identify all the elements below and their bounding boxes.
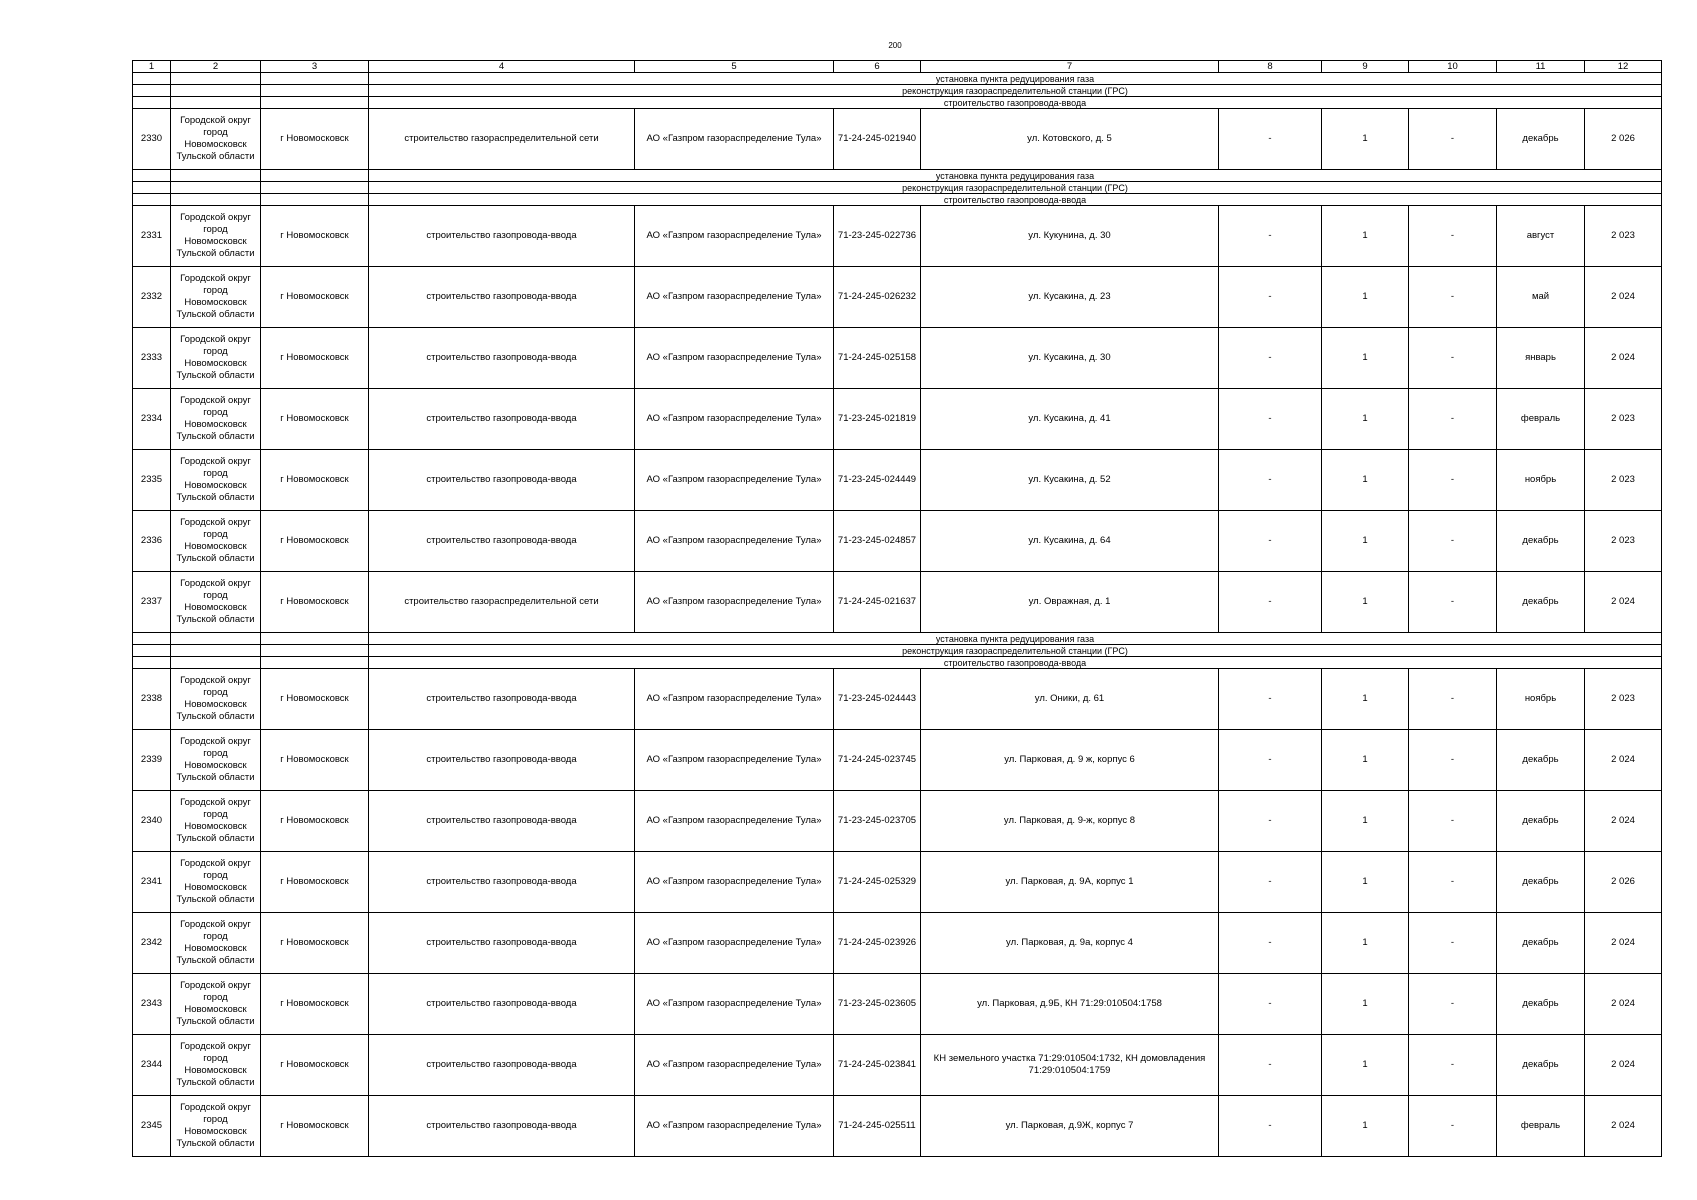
section-label: строительство газопровода-ввода [369, 97, 1662, 109]
organization-cell: АО «Газпром газораспределение Тула» [635, 450, 834, 511]
work-type-cell: строительство газопровода-ввода [369, 389, 635, 450]
blank-cell [171, 73, 261, 85]
col9-cell: 1 [1322, 669, 1409, 730]
col9-cell: 1 [1322, 511, 1409, 572]
col9-cell: 1 [1322, 1096, 1409, 1157]
object-code-cell: 71-23-245-024857 [834, 511, 921, 572]
object-code-cell: 71-24-245-023926 [834, 913, 921, 974]
year-cell: 2 024 [1585, 730, 1662, 791]
work-type-cell: строительство газораспределительной сети [369, 572, 635, 633]
address-cell: ул. Кусакина, д. 52 [921, 450, 1219, 511]
city-cell: г Новомосковск [261, 328, 369, 389]
gas-works-table [132, 60, 1662, 1157]
object-code-cell: 71-24-245-023745 [834, 730, 921, 791]
organization-cell: АО «Газпром газораспределение Тула» [635, 669, 834, 730]
section-label-row [133, 645, 1662, 657]
year-cell: 2 023 [1585, 511, 1662, 572]
table-row [133, 852, 1662, 913]
blank-cell [171, 633, 261, 645]
month-cell: январь [1497, 328, 1585, 389]
address-cell: ул. Овражная, д. 1 [921, 572, 1219, 633]
district-cell: Городской округ город Новомосковск Тульской области [171, 109, 261, 170]
object-code-cell: 71-24-245-025158 [834, 328, 921, 389]
address-cell: ул. Кусакина, д. 30 [921, 328, 1219, 389]
row-number: 2331 [133, 206, 171, 267]
work-type-cell: строительство газопровода-ввода [369, 511, 635, 572]
table-row [133, 206, 1662, 267]
table-row [133, 913, 1662, 974]
row-number: 2336 [133, 511, 171, 572]
year-cell: 2 024 [1585, 974, 1662, 1035]
col10-cell: - [1409, 109, 1497, 170]
blank-cell [133, 657, 171, 669]
city-cell: г Новомосковск [261, 669, 369, 730]
row-number: 2343 [133, 974, 171, 1035]
row-number: 2334 [133, 389, 171, 450]
col9-cell: 1 [1322, 852, 1409, 913]
object-code-cell: 71-23-245-024449 [834, 450, 921, 511]
object-code-cell: 71-23-245-023605 [834, 974, 921, 1035]
page-number: 200 [888, 41, 902, 50]
district-cell: Городской округ город Новомосковск Тульской области [171, 852, 261, 913]
column-header: 4 [369, 61, 635, 73]
section-label-row [133, 85, 1662, 97]
blank-cell [171, 182, 261, 194]
table-row [133, 267, 1662, 328]
object-code-cell: 71-23-245-021819 [834, 389, 921, 450]
district-cell: Городской округ город Новомосковск Тульской области [171, 450, 261, 511]
address-cell: ул. Парковая, д. 9-ж, корпус 8 [921, 791, 1219, 852]
col10-cell: - [1409, 974, 1497, 1035]
table-row [133, 511, 1662, 572]
organization-cell: АО «Газпром газораспределение Тула» [635, 852, 834, 913]
organization-cell: АО «Газпром газораспределение Тула» [635, 791, 834, 852]
city-cell: г Новомосковск [261, 791, 369, 852]
blank-cell [171, 657, 261, 669]
object-code-cell: 71-23-245-024443 [834, 669, 921, 730]
year-cell: 2 023 [1585, 669, 1662, 730]
table-row [133, 669, 1662, 730]
col10-cell: - [1409, 1035, 1497, 1096]
col10-cell: - [1409, 1096, 1497, 1157]
col10-cell: - [1409, 206, 1497, 267]
address-cell: ул. Кусакина, д. 64 [921, 511, 1219, 572]
col8-cell: - [1219, 730, 1322, 791]
column-header: 9 [1322, 61, 1409, 73]
city-cell: г Новомосковск [261, 1035, 369, 1096]
address-cell: ул. Парковая, д. 9 ж, корпус 6 [921, 730, 1219, 791]
city-cell: г Новомосковск [261, 913, 369, 974]
year-cell: 2 024 [1585, 328, 1662, 389]
col10-cell: - [1409, 669, 1497, 730]
col10-cell: - [1409, 267, 1497, 328]
work-type-cell: строительство газопровода-ввода [369, 450, 635, 511]
district-cell: Городской округ город Новомосковск Тульской области [171, 1035, 261, 1096]
district-cell: Городской округ город Новомосковск Тульской области [171, 791, 261, 852]
object-code-cell: 71-23-245-022736 [834, 206, 921, 267]
col9-cell: 1 [1322, 913, 1409, 974]
address-cell: КН земельного участка 71:29:010504:1732, КН домовладения 71:29:010504:1759 [921, 1035, 1219, 1096]
col9-cell: 1 [1322, 389, 1409, 450]
district-cell: Городской округ город Новомосковск Тульской области [171, 511, 261, 572]
col8-cell: - [1219, 109, 1322, 170]
col9-cell: 1 [1322, 109, 1409, 170]
work-type-cell: строительство газопровода-ввода [369, 852, 635, 913]
month-cell: декабрь [1497, 1035, 1585, 1096]
month-cell: май [1497, 267, 1585, 328]
table-row [133, 791, 1662, 852]
organization-cell: АО «Газпром газораспределение Тула» [635, 913, 834, 974]
month-cell: ноябрь [1497, 450, 1585, 511]
row-number: 2340 [133, 791, 171, 852]
col10-cell: - [1409, 730, 1497, 791]
work-type-cell: строительство газопровода-ввода [369, 974, 635, 1035]
address-cell: ул. Кусакина, д. 23 [921, 267, 1219, 328]
col10-cell: - [1409, 389, 1497, 450]
blank-cell [171, 170, 261, 182]
blank-cell [261, 633, 369, 645]
section-label-row [133, 73, 1662, 85]
work-type-cell: строительство газопровода-ввода [369, 791, 635, 852]
section-label: реконструкция газораспределительной станции (ГРС) [369, 182, 1662, 194]
col9-cell: 1 [1322, 572, 1409, 633]
blank-cell [133, 85, 171, 97]
col9-cell: 1 [1322, 791, 1409, 852]
blank-cell [133, 97, 171, 109]
blank-cell [261, 85, 369, 97]
col9-cell: 1 [1322, 730, 1409, 791]
month-cell: декабрь [1497, 852, 1585, 913]
year-cell: 2 023 [1585, 206, 1662, 267]
year-cell: 2 024 [1585, 913, 1662, 974]
month-cell: август [1497, 206, 1585, 267]
blank-cell [171, 97, 261, 109]
blank-cell [133, 645, 171, 657]
col8-cell: - [1219, 328, 1322, 389]
month-cell: ноябрь [1497, 669, 1585, 730]
section-label: реконструкция газораспределительной станции (ГРС) [369, 85, 1662, 97]
col9-cell: 1 [1322, 267, 1409, 328]
year-cell: 2 024 [1585, 791, 1662, 852]
organization-cell: АО «Газпром газораспределение Тула» [635, 109, 834, 170]
organization-cell: АО «Газпром газораспределение Тула» [635, 1096, 834, 1157]
city-cell: г Новомосковск [261, 1096, 369, 1157]
city-cell: г Новомосковск [261, 389, 369, 450]
year-cell: 2 024 [1585, 572, 1662, 633]
row-number: 2344 [133, 1035, 171, 1096]
blank-cell [171, 194, 261, 206]
district-cell: Городской округ город Новомосковск Тульской области [171, 389, 261, 450]
object-code-cell: 71-24-245-023841 [834, 1035, 921, 1096]
table-row [133, 1035, 1662, 1096]
section-label-row [133, 633, 1662, 645]
row-number: 2341 [133, 852, 171, 913]
blank-cell [171, 85, 261, 97]
address-cell: ул. Котовского, д. 5 [921, 109, 1219, 170]
work-type-cell: строительство газопровода-ввода [369, 1096, 635, 1157]
organization-cell: АО «Газпром газораспределение Тула» [635, 730, 834, 791]
district-cell: Городской округ город Новомосковск Тульской области [171, 669, 261, 730]
work-type-cell: строительство газораспределительной сети [369, 109, 635, 170]
district-cell: Городской округ город Новомосковск Тульской области [171, 974, 261, 1035]
col10-cell: - [1409, 913, 1497, 974]
col8-cell: - [1219, 1035, 1322, 1096]
blank-cell [261, 170, 369, 182]
col9-cell: 1 [1322, 328, 1409, 389]
col8-cell: - [1219, 1096, 1322, 1157]
col10-cell: - [1409, 450, 1497, 511]
work-type-cell: строительство газопровода-ввода [369, 206, 635, 267]
object-code-cell: 71-24-245-021940 [834, 109, 921, 170]
column-header: 1 [133, 61, 171, 73]
table-row [133, 572, 1662, 633]
object-code-cell: 71-24-245-026232 [834, 267, 921, 328]
organization-cell: АО «Газпром газораспределение Тула» [635, 389, 834, 450]
col10-cell: - [1409, 852, 1497, 913]
row-number: 2330 [133, 109, 171, 170]
organization-cell: АО «Газпром газораспределение Тула» [635, 267, 834, 328]
column-header: 12 [1585, 61, 1662, 73]
column-header: 5 [635, 61, 834, 73]
month-cell: февраль [1497, 389, 1585, 450]
organization-cell: АО «Газпром газораспределение Тула» [635, 1035, 834, 1096]
work-type-cell: строительство газопровода-ввода [369, 730, 635, 791]
month-cell: декабрь [1497, 109, 1585, 170]
row-number: 2339 [133, 730, 171, 791]
organization-cell: АО «Газпром газораспределение Тула» [635, 572, 834, 633]
section-label: реконструкция газораспределительной станции (ГРС) [369, 645, 1662, 657]
col8-cell: - [1219, 669, 1322, 730]
column-header: 3 [261, 61, 369, 73]
col8-cell: - [1219, 267, 1322, 328]
column-header: 8 [1219, 61, 1322, 73]
section-label-row [133, 170, 1662, 182]
col10-cell: - [1409, 791, 1497, 852]
city-cell: г Новомосковск [261, 511, 369, 572]
blank-cell [171, 645, 261, 657]
address-cell: ул. Парковая, д. 9А, корпус 1 [921, 852, 1219, 913]
column-header: 10 [1409, 61, 1497, 73]
column-header: 7 [921, 61, 1219, 73]
district-cell: Городской округ город Новомосковск Тульской области [171, 328, 261, 389]
table-row [133, 450, 1662, 511]
column-header: 11 [1497, 61, 1585, 73]
work-type-cell: строительство газопровода-ввода [369, 1035, 635, 1096]
blank-cell [261, 73, 369, 85]
month-cell: февраль [1497, 1096, 1585, 1157]
row-number: 2335 [133, 450, 171, 511]
column-header-row [133, 61, 1662, 73]
row-number: 2342 [133, 913, 171, 974]
col8-cell: - [1219, 511, 1322, 572]
organization-cell: АО «Газпром газораспределение Тула» [635, 974, 834, 1035]
object-code-cell: 71-24-245-021637 [834, 572, 921, 633]
city-cell: г Новомосковск [261, 730, 369, 791]
year-cell: 2 023 [1585, 389, 1662, 450]
row-number: 2332 [133, 267, 171, 328]
city-cell: г Новомосковск [261, 206, 369, 267]
blank-cell [133, 73, 171, 85]
year-cell: 2 026 [1585, 852, 1662, 913]
district-cell: Городской округ город Новомосковск Тульской области [171, 913, 261, 974]
organization-cell: АО «Газпром газораспределение Тула» [635, 511, 834, 572]
col8-cell: - [1219, 791, 1322, 852]
col8-cell: - [1219, 389, 1322, 450]
work-type-cell: строительство газопровода-ввода [369, 328, 635, 389]
section-label-row [133, 182, 1662, 194]
col8-cell: - [1219, 974, 1322, 1035]
month-cell: декабрь [1497, 511, 1585, 572]
work-type-cell: строительство газопровода-ввода [369, 267, 635, 328]
blank-cell [261, 194, 369, 206]
month-cell: декабрь [1497, 791, 1585, 852]
row-number: 2333 [133, 328, 171, 389]
table-row [133, 730, 1662, 791]
month-cell: декабрь [1497, 572, 1585, 633]
table-row [133, 328, 1662, 389]
blank-cell [261, 657, 369, 669]
table-body [133, 61, 1662, 1157]
row-number: 2338 [133, 669, 171, 730]
blank-cell [133, 182, 171, 194]
year-cell: 2 026 [1585, 109, 1662, 170]
address-cell: ул. Кукунина, д. 30 [921, 206, 1219, 267]
col9-cell: 1 [1322, 1035, 1409, 1096]
table-row [133, 1096, 1662, 1157]
col8-cell: - [1219, 450, 1322, 511]
district-cell: Городской округ город Новомосковск Тульской области [171, 1096, 261, 1157]
blank-cell [133, 633, 171, 645]
month-cell: декабрь [1497, 730, 1585, 791]
work-type-cell: строительство газопровода-ввода [369, 913, 635, 974]
city-cell: г Новомосковск [261, 974, 369, 1035]
col9-cell: 1 [1322, 450, 1409, 511]
year-cell: 2 024 [1585, 267, 1662, 328]
section-label-row [133, 97, 1662, 109]
blank-cell [133, 170, 171, 182]
year-cell: 2 024 [1585, 1035, 1662, 1096]
section-label: строительство газопровода-ввода [369, 657, 1662, 669]
table-row [133, 389, 1662, 450]
month-cell: декабрь [1497, 913, 1585, 974]
address-cell: ул. Парковая, д.9Ж, корпус 7 [921, 1096, 1219, 1157]
work-type-cell: строительство газопровода-ввода [369, 669, 635, 730]
city-cell: г Новомосковск [261, 109, 369, 170]
district-cell: Городской округ город Новомосковск Тульской области [171, 572, 261, 633]
col10-cell: - [1409, 511, 1497, 572]
row-number: 2337 [133, 572, 171, 633]
col10-cell: - [1409, 328, 1497, 389]
col8-cell: - [1219, 913, 1322, 974]
col8-cell: - [1219, 852, 1322, 913]
year-cell: 2 024 [1585, 1096, 1662, 1157]
col9-cell: 1 [1322, 206, 1409, 267]
district-cell: Городской округ город Новомосковск Тульской области [171, 206, 261, 267]
city-cell: г Новомосковск [261, 450, 369, 511]
city-cell: г Новомосковск [261, 852, 369, 913]
section-label-row [133, 194, 1662, 206]
address-cell: ул. Парковая, д. 9а, корпус 4 [921, 913, 1219, 974]
col8-cell: - [1219, 572, 1322, 633]
table-row [133, 974, 1662, 1035]
blank-cell [261, 97, 369, 109]
col8-cell: - [1219, 206, 1322, 267]
section-label: установка пункта редуцирования газа [369, 633, 1662, 645]
section-label: установка пункта редуцирования газа [369, 73, 1662, 85]
blank-cell [133, 194, 171, 206]
blank-cell [261, 645, 369, 657]
column-header: 6 [834, 61, 921, 73]
section-label: строительство газопровода-ввода [369, 194, 1662, 206]
address-cell: ул. Оники, д. 61 [921, 669, 1219, 730]
object-code-cell: 71-23-245-023705 [834, 791, 921, 852]
city-cell: г Новомосковск [261, 572, 369, 633]
blank-cell [261, 182, 369, 194]
district-cell: Городской округ город Новомосковск Тульской области [171, 730, 261, 791]
organization-cell: АО «Газпром газораспределение Тула» [635, 206, 834, 267]
section-label: установка пункта редуцирования газа [369, 170, 1662, 182]
organization-cell: АО «Газпром газораспределение Тула» [635, 328, 834, 389]
column-header: 2 [171, 61, 261, 73]
row-number: 2345 [133, 1096, 171, 1157]
month-cell: декабрь [1497, 974, 1585, 1035]
year-cell: 2 023 [1585, 450, 1662, 511]
district-cell: Городской округ город Новомосковск Тульской области [171, 267, 261, 328]
address-cell: ул. Парковая, д.9Б, КН 71:29:010504:1758 [921, 974, 1219, 1035]
table-row [133, 109, 1662, 170]
city-cell: г Новомосковск [261, 267, 369, 328]
object-code-cell: 71-24-245-025329 [834, 852, 921, 913]
col9-cell: 1 [1322, 974, 1409, 1035]
col10-cell: - [1409, 572, 1497, 633]
section-label-row [133, 657, 1662, 669]
address-cell: ул. Кусакина, д. 41 [921, 389, 1219, 450]
object-code-cell: 71-24-245-025511 [834, 1096, 921, 1157]
